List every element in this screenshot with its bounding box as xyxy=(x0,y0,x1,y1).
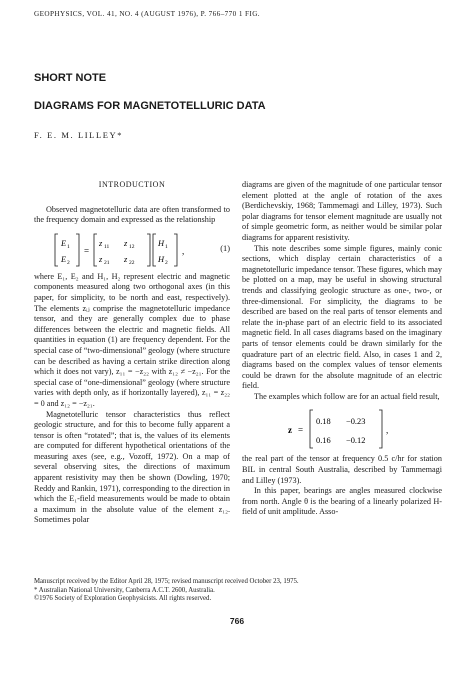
svg-text:12: 12 xyxy=(129,243,135,250)
matrix-cell: −0.23 xyxy=(346,417,366,427)
equation-number: (1) xyxy=(220,243,230,253)
paragraph: the real part of the tensor at frequency 0.5 c/hr for station BIL in central South Australia, described by Tammemagi and Lilley (1973). xyxy=(242,454,442,485)
svg-text:=: = xyxy=(84,245,90,256)
footnote: ©1976 Society of Exploration Geophysicists. All rights reserved. xyxy=(34,595,212,603)
journal-header: GEOPHYSICS, VOL. 41, NO. 4 (AUGUST 1976), P. 766–770 1 FIG. xyxy=(34,10,260,18)
paragraph: where E₁, E₂ and H₁, H₂ represent electric and magnetic components measured along two orthogonal axes (in this paper, for simplicity, to be north and east, respectively). The elements zᵢⱼ comprise the magnetotelluric impedance tensor, and they are generally complex due to phase differences between the electric and magnetic fields. All quantities in equation (1) are frequency dependent. For the special case of “two-dimensional” geology (where structure can be described as having a certain strike direction along which it does not vary), z₁₁ = −z₂₂ with z₁₂ ≠ −z₂₁. For the special case of “one-dimensional” geology (where structure varies with depth only, as if horizontally layered), z₁₁ = z₂₂ = 0 and z₁₂ = −z₂₁. xyxy=(34,271,230,408)
paragraph: The examples which follow are for an actual field result, xyxy=(254,391,440,401)
svg-text:z: z xyxy=(99,254,103,264)
svg-text:E: E xyxy=(61,254,67,264)
equation-1 xyxy=(34,232,230,268)
svg-text:21: 21 xyxy=(104,259,110,266)
paragraph: This note describes some simple figures, mainly conic sections, which display certain characteristics of a magnetotelluric impedance tensor. These figures, which may be plotted on a map, may be useful in showing structural trends and classifying geologic structure as one-, two-, or three-dimensional. For simplicity, the diagrams to be described are based on the real parts of tensor elements and relate the in-phase part of an electric field to its associated magnetic field. In all cases diagrams based on the imaginary parts of tensor elements could be drawn similarly for the quadrature part of an electric field. Also, in cases 1 and 2, diagrams based on the complex values of tensor elements could be drawn for the absolute magnitude of an electric field. xyxy=(242,243,442,391)
left-column xyxy=(34,180,230,526)
svg-text:H: H xyxy=(158,254,165,264)
svg-text:22: 22 xyxy=(129,259,135,266)
svg-text:1: 1 xyxy=(165,243,168,250)
matrix-label: z xyxy=(288,425,292,436)
svg-text:,: , xyxy=(386,425,389,436)
paragraph: diagrams are given of the magnitude of one particular tensor element plotted at the angle of rotation of the axes (Berdichevskiy, 1968; Tammemagi and Lilley, 1973). Such polar diagrams for tensor element magnitude are usually not of simple geometric form, as neither would be similar polar diagrams for apparent resistivity. xyxy=(242,180,442,242)
footnote: * Australian National University, Canberra A.C.T. 2600, Australia. xyxy=(34,586,215,594)
svg-text:z: z xyxy=(124,238,128,248)
svg-text:1: 1 xyxy=(67,243,70,250)
svg-text:z: z xyxy=(99,238,103,248)
footnote: Manuscript received by the Editor April 28, 1975; revised manuscript received October 23, 1975. xyxy=(34,578,299,585)
author-line: F. E. M. LILLEY* xyxy=(34,130,124,140)
footnotes xyxy=(34,578,299,604)
paragraph: Observed magnetotelluric data are often transformed to the frequency domain and expressed as the relationship xyxy=(34,204,230,225)
matrix-cell: −0.12 xyxy=(346,436,366,446)
page-number: 766 xyxy=(229,616,245,626)
matrix-figure xyxy=(286,408,426,450)
matrix-cell: 0.16 xyxy=(316,436,331,446)
matrix-equation xyxy=(54,232,204,268)
svg-text:=: = xyxy=(298,425,304,436)
svg-text:E: E xyxy=(61,238,67,248)
paper-title: DIAGRAMS FOR MAGNETOTELLURIC DATA xyxy=(34,100,266,112)
svg-text:H: H xyxy=(158,238,165,248)
paragraph: In this paper, bearings are angles measured clockwise from north. Angle θ is the bearing of a linearly polarized H-field of unit amplitude. Asso- xyxy=(242,486,442,517)
right-column xyxy=(242,180,442,518)
matrix-cell: 0.18 xyxy=(316,417,331,427)
svg-text:2: 2 xyxy=(165,259,168,266)
section-heading: INTRODUCTION xyxy=(98,180,166,189)
svg-text:,: , xyxy=(182,245,185,256)
svg-text:11: 11 xyxy=(104,243,110,250)
svg-text:2: 2 xyxy=(67,259,70,266)
example-matrix xyxy=(242,408,442,450)
section-label: SHORT NOTE xyxy=(34,72,107,84)
paragraph: Magnetotelluric tensor characteristics thus reflect geologic structure, and for this to become fully apparent a tensor is often “rotated”; that is, the values of its elements are computed for different hypothetical orientations of the measuring axes (see, e.g., Vozoff, 1972). On a map of several observing sites, the directions of maximum apparent resistivity may then be shown (Dowling, 1970; Reddy and Rankin, 1971), corresponding to the direction in which the E₁-field measurements would be made to obtain a maximum in the absolute value of the element z₁₂. Sometimes polar xyxy=(34,409,230,525)
svg-text:z: z xyxy=(124,254,128,264)
